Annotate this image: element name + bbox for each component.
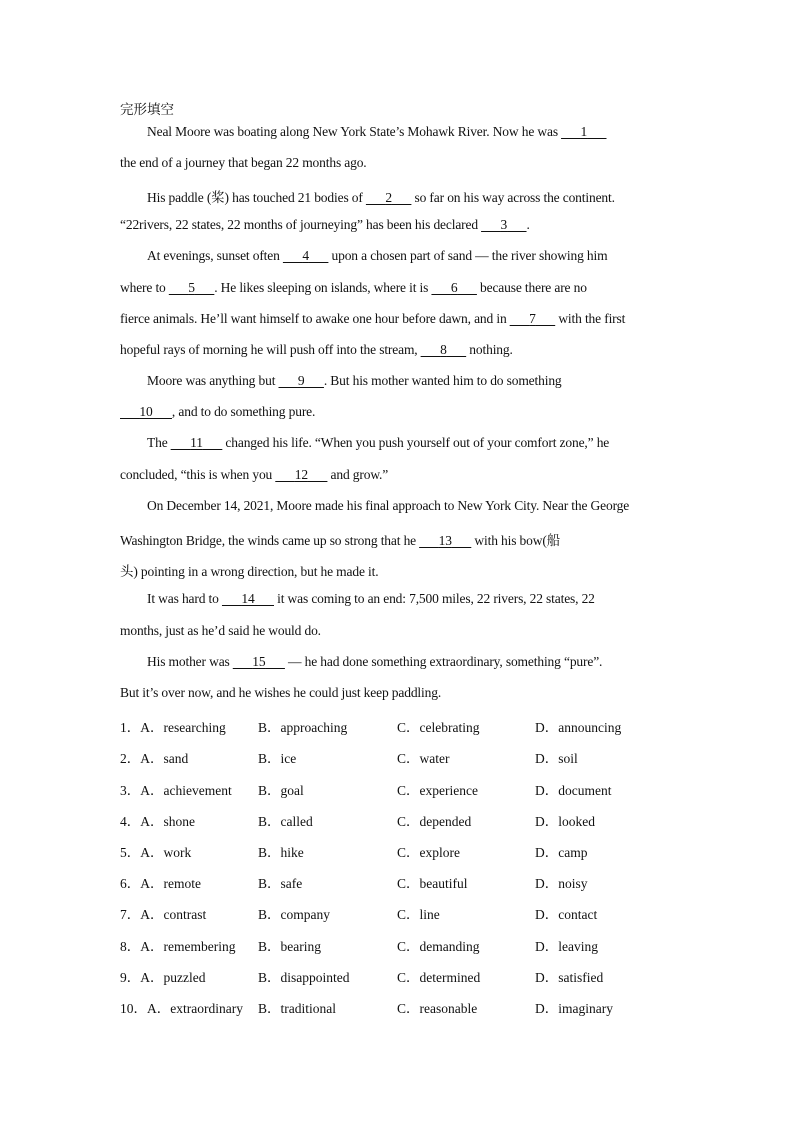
blank-4: 4 bbox=[302, 248, 309, 263]
option-8-d[interactable]: D．leaving bbox=[535, 939, 598, 954]
blank-13: 13 bbox=[438, 533, 452, 548]
passage-line-12: concluded, “this is when you 12 and grow.” bbox=[120, 467, 389, 482]
option-7-b[interactable]: B．company bbox=[258, 907, 330, 922]
option-10-c[interactable]: C．reasonable bbox=[397, 1001, 478, 1016]
blank-12: 12 bbox=[294, 467, 308, 482]
blank-5: 5 bbox=[188, 280, 195, 295]
passage-line-18: His mother was 15 — he had done something extraordinary, something “pure”. bbox=[147, 654, 603, 669]
blank-11: 11 bbox=[190, 435, 203, 450]
option-2-b[interactable]: B．ice bbox=[258, 751, 297, 766]
option-8-b[interactable]: B．bearing bbox=[258, 939, 321, 954]
option-6-b[interactable]: B．safe bbox=[258, 876, 303, 891]
option-3-b[interactable]: B．goal bbox=[258, 783, 304, 798]
passage-line-8: hopeful rays of morning he will push off into the stream, 8 nothing. bbox=[120, 342, 513, 357]
option-4-c[interactable]: C．depended bbox=[397, 814, 472, 829]
passage-line-1: Neal Moore was boating along New York State’s Mohawk River. Now he was 1 bbox=[147, 124, 607, 140]
option-1-c[interactable]: C．celebrating bbox=[397, 720, 480, 735]
blank-3: 3 bbox=[500, 217, 508, 232]
passage-line-4: “22rivers, 22 states, 22 months of journeying” has been his declared 3 . bbox=[120, 217, 530, 232]
blank-7: 7 bbox=[529, 311, 536, 326]
blank-1: 1 bbox=[580, 124, 588, 139]
option-4-a[interactable]: 4．A．shone bbox=[120, 814, 195, 829]
option-1-d[interactable]: D．announcing bbox=[535, 720, 622, 735]
option-9-d[interactable]: D．satisfied bbox=[535, 970, 604, 985]
option-10-b[interactable]: B．traditional bbox=[258, 1001, 336, 1016]
passage-line-10: 10 , and to do something pure. bbox=[120, 404, 315, 420]
option-5-c[interactable]: C．explore bbox=[397, 845, 460, 860]
option-7-c[interactable]: C．line bbox=[397, 907, 440, 922]
question-2-options bbox=[120, 747, 680, 765]
question-3-options bbox=[120, 779, 680, 797]
blank-14: 14 bbox=[241, 591, 255, 606]
passage-line-19: But it’s over now, and he wishes he could just keep paddling. bbox=[120, 685, 442, 700]
passage-line-5: At evenings, sunset often 4 upon a chosen part of sand — the river showing him bbox=[147, 248, 608, 263]
option-2-c[interactable]: C．water bbox=[397, 751, 450, 766]
option-6-a[interactable]: 6．A．remote bbox=[120, 876, 201, 891]
blank-10: 10 bbox=[139, 404, 153, 419]
option-6-d[interactable]: D．noisy bbox=[535, 876, 588, 891]
option-10-a[interactable]: 10．A．extraordinary bbox=[120, 1001, 243, 1016]
question-8-options bbox=[120, 935, 680, 953]
question-6-options bbox=[120, 872, 680, 890]
option-5-a[interactable]: 5．A．work bbox=[120, 845, 192, 860]
blank-6: 6 bbox=[450, 280, 458, 295]
option-3-a[interactable]: 3．A．achievement bbox=[120, 783, 232, 798]
passage-line-9: Moore was anything but 9 . But his mother wanted him to do something bbox=[147, 373, 562, 388]
passage-line-13: On December 14, 2021, Moore made his final approach to New York City. Near the George bbox=[147, 498, 630, 513]
option-9-a[interactable]: 9．A．puzzled bbox=[120, 970, 206, 985]
option-4-d[interactable]: D．looked bbox=[535, 814, 595, 829]
blank-2: 2 bbox=[385, 190, 392, 205]
blank-9: 9 bbox=[297, 373, 305, 388]
option-8-a[interactable]: 8．A．remembering bbox=[120, 939, 236, 954]
option-3-d[interactable]: D．document bbox=[535, 783, 612, 798]
passage-line-16: It was hard to 14 it was coming to an end: 7,500 miles, 22 rivers, 22 states, 22 bbox=[147, 591, 595, 606]
question-9-options bbox=[120, 966, 680, 984]
option-9-c[interactable]: C．determined bbox=[397, 970, 481, 985]
passage-line-14: Washington Bridge, the winds came up so strong that he 13 with his bow(船 bbox=[120, 533, 561, 548]
option-10-d[interactable]: D．imaginary bbox=[535, 1001, 613, 1016]
option-5-d[interactable]: D．camp bbox=[535, 845, 588, 860]
passage-line-17: months, just as he’d said he would do. bbox=[120, 623, 321, 638]
question-4-options bbox=[120, 810, 680, 828]
question-1-options bbox=[120, 716, 680, 734]
option-3-c[interactable]: C．experience bbox=[397, 783, 478, 798]
option-7-a[interactable]: 7．A．contrast bbox=[120, 907, 207, 922]
option-6-c[interactable]: C．beautiful bbox=[397, 876, 468, 891]
option-2-a[interactable]: 2．A．sand bbox=[120, 751, 189, 766]
option-2-d[interactable]: D．soil bbox=[535, 751, 578, 766]
option-1-b[interactable]: B．approaching bbox=[258, 720, 348, 735]
section-heading: 完形填空 bbox=[120, 102, 174, 118]
blank-8: 8 bbox=[440, 342, 447, 357]
passage-line-7: fierce animals. He’ll want himself to awake one hour before dawn, and in 7 with the first bbox=[120, 311, 626, 326]
option-5-b[interactable]: B．hike bbox=[258, 845, 304, 860]
passage-line-3: His paddle (桨) has touched 21 bodies of 2 so far on his way across the continent. bbox=[147, 190, 615, 205]
option-1-a[interactable]: 1．A．researching bbox=[120, 720, 226, 735]
blank-15: 15 bbox=[252, 654, 266, 669]
question-7-options bbox=[120, 903, 680, 921]
question-10-options bbox=[120, 997, 680, 1015]
passage-line-15: 头) pointing in a wrong direction, but he made it. bbox=[120, 564, 379, 579]
passage-line-2: the end of a journey that began 22 months ago. bbox=[120, 155, 367, 170]
question-5-options bbox=[120, 841, 680, 859]
option-8-c[interactable]: C．demanding bbox=[397, 939, 480, 954]
passage-line-6: where to 5 . He likes sleeping on islands, where it is 6 because there are no bbox=[120, 280, 587, 295]
option-4-b[interactable]: B．called bbox=[258, 814, 313, 829]
passage-line-11: The 11 changed his life. “When you push yourself out of your comfort zone,” he bbox=[147, 435, 610, 450]
option-9-b[interactable]: B．disappointed bbox=[258, 970, 350, 985]
option-7-d[interactable]: D．contact bbox=[535, 907, 598, 922]
